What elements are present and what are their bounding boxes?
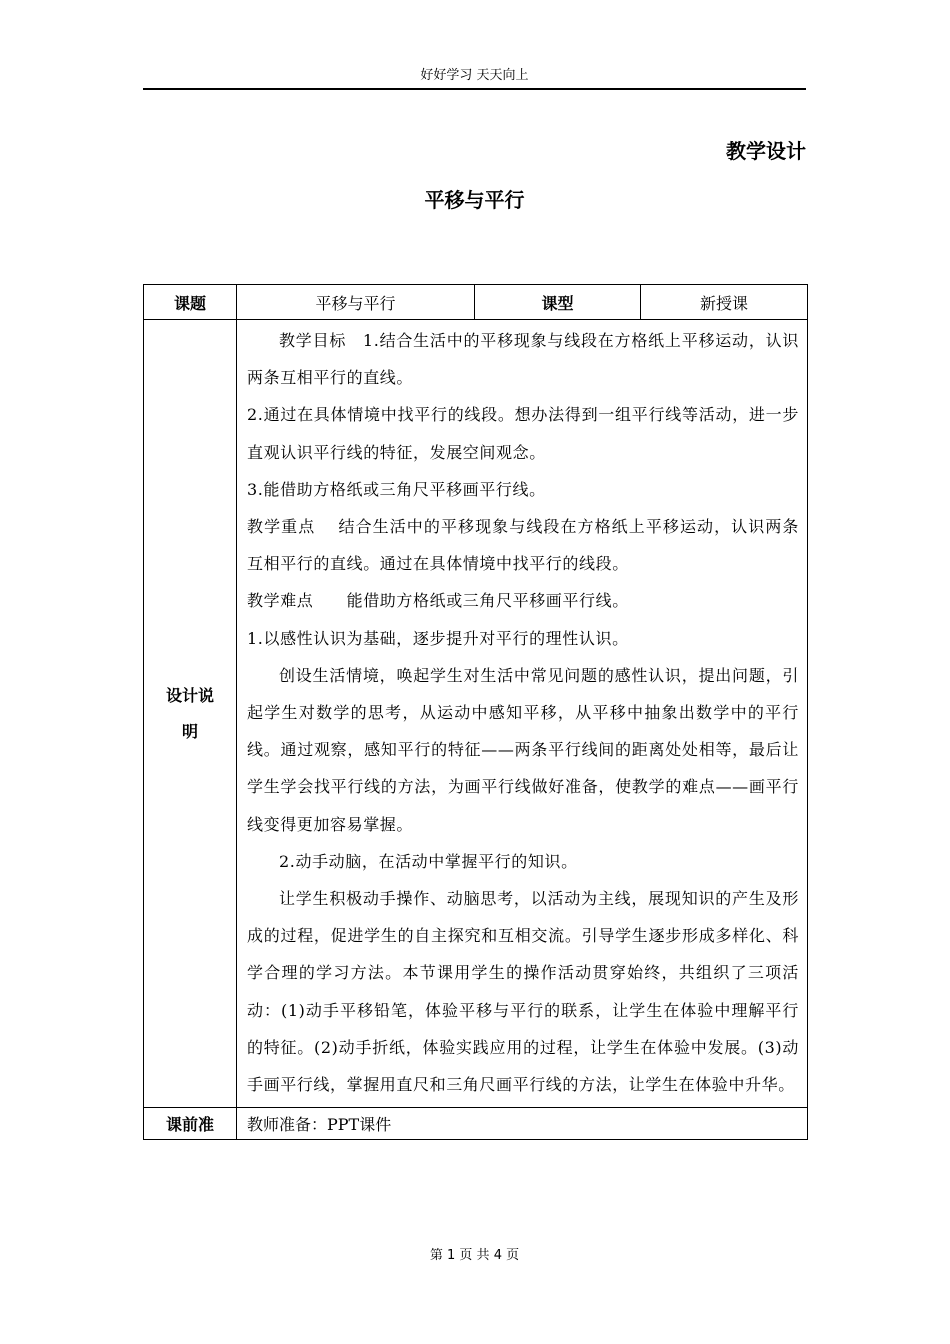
design-notes-content <box>237 320 808 1108</box>
table-row <box>144 285 808 320</box>
design-paragraph: 教学目标 1.结合生活中的平移现象与线段在方格纸上平移运动，认识两条互相平行的直线。 <box>247 331 799 388</box>
design-paragraph: 教学难点 能借助方格纸或三角尺平移画平行线。 <box>247 591 629 611</box>
lesson-type-label: 课型 <box>475 285 641 320</box>
design-notes-label-text: 设计说明 <box>165 685 214 741</box>
design-paragraph: 创设生活情境，唤起学生对生活中常见问题的感性认识，提出问题，引起学生对数学的思考，从运动中感知平移，从平移中抽象出数学中的平行线。通过观察，感知平行的特征——两条平行线间的距离处处相等，最后让学生学会找平行线的方法，为画平行线做好准备，使教学的难点——画平行线变得更加容易掌握。 <box>247 665 799 834</box>
header-divider <box>143 88 806 90</box>
design-paragraph: 2.通过在具体情境中找平行的线段。想办法得到一组平行线等活动，进一步直观认识平行线的特征，发展空间观念。 <box>247 405 799 462</box>
page-footer: 第 1 页 共 4 页 <box>429 1248 520 1263</box>
topic-label: 课题 <box>144 285 237 320</box>
page-title: 平移与平行 <box>424 188 525 212</box>
table-row <box>144 320 808 1108</box>
design-paragraph: 2.动手动脑，在活动中掌握平行的知识。 <box>279 851 578 871</box>
preparation-value: 教师准备：PPT课件 <box>237 1108 808 1140</box>
design-paragraph: 1.以感性认识为基础，逐步提升对平行的理性认识。 <box>247 628 629 648</box>
lesson-type-value: 新授课 <box>641 285 808 320</box>
design-paragraph: 让学生积极动手操作、动脑思考，以活动为主线，展现知识的产生及形成的过程，促进学生的自主探究和互相交流。引导学生逐步形成多样化、科学合理的学习方法。本节课用学生的操作活动贯穿始终，共组织了三项活动：(1)动手平移铅笔，体验平移与平行的联系，让学生在体验中理解平行的特征。(2)动手折纸，体验实践应用的过程，让学生在体验中发展。(3)动手画平行线，掌握用直尺和三角尺画平行线的方法，让学生在体验中升华。 <box>247 889 799 1095</box>
table-row <box>144 1108 808 1140</box>
preparation-label: 课前准 <box>144 1108 237 1140</box>
topic-value: 平移与平行 <box>237 285 475 320</box>
lesson-plan-table <box>143 284 808 1140</box>
page-header: 好好学习 天天向上 <box>420 68 529 83</box>
document-type: 教学设计 <box>726 139 806 163</box>
design-paragraph: 3.能借助方格纸或三角尺平移画平行线。 <box>247 479 546 499</box>
design-paragraph: 教学重点 结合生活中的平移现象与线段在方格纸上平移运动，认识两条互相平行的直线。通过在具体情境中找平行的线段。 <box>247 517 799 574</box>
design-notes-label <box>144 320 237 1108</box>
